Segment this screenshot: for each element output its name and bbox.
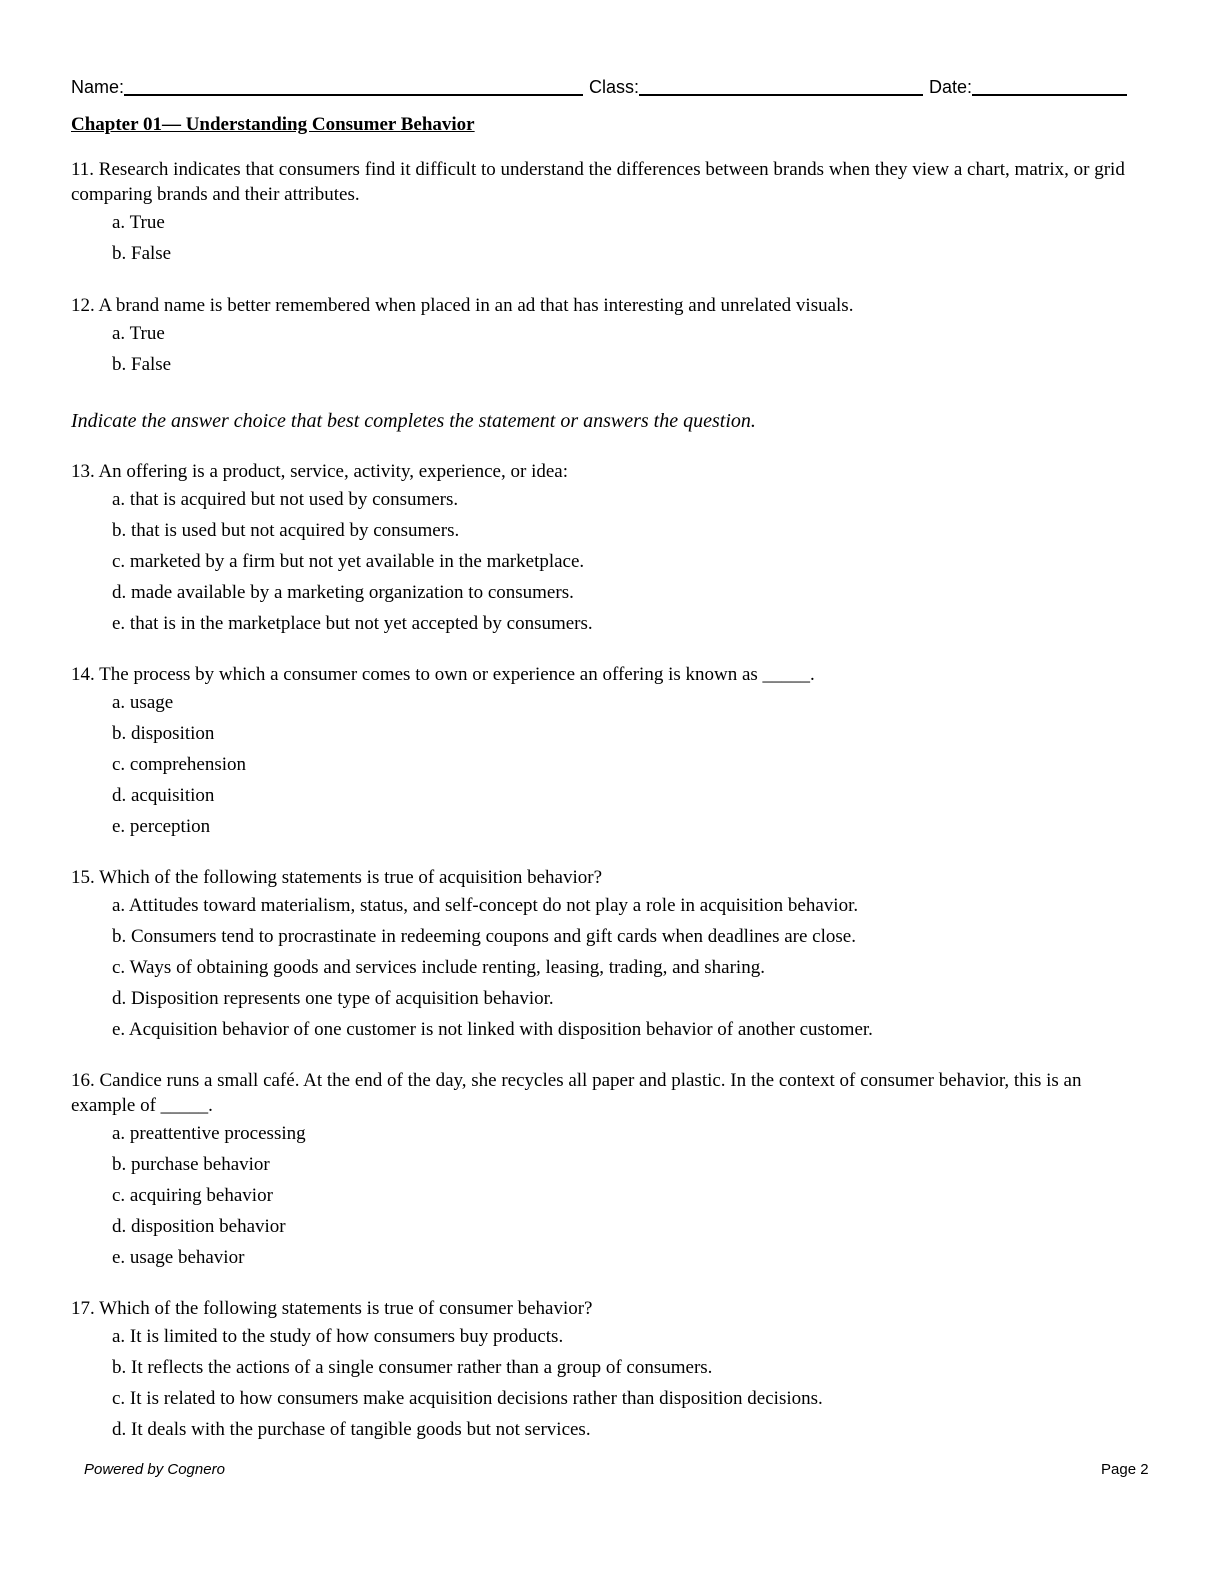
date-field-line xyxy=(972,74,1127,96)
answer-choice: e. that is in the marketplace but not yet accepted by consumers. xyxy=(112,613,593,634)
powered-by-footer: Powered by Cognero xyxy=(84,1461,225,1478)
question-16 xyxy=(71,1068,1131,1273)
answer-choice: b. that is used but not acquired by consumers. xyxy=(112,520,460,541)
answer-choice: d. It deals with the purchase of tangible goods but not services. xyxy=(112,1419,591,1440)
answer-choice: d. disposition behavior xyxy=(112,1216,286,1237)
question-12 xyxy=(71,293,1131,380)
question-11 xyxy=(71,157,1131,269)
chapter-title: Chapter 01— Understanding Consumer Behavior xyxy=(71,114,475,135)
class-field-line xyxy=(639,74,923,96)
question-stem: 11. Research indicates that consumers find it difficult to understand the differences between brands when they view a chart, matrix, or grid comparing brands and their attributes. xyxy=(71,159,1125,205)
question-17 xyxy=(71,1296,1131,1445)
question-stem: 16. Candice runs a small café. At the end of the day, she recycles all paper and plastic. In the context of consumer behavior, this is an example of _____. xyxy=(71,1070,1082,1116)
answer-choice: c. acquiring behavior xyxy=(112,1185,273,1206)
question-13 xyxy=(71,459,1131,639)
name-field-line xyxy=(124,74,583,96)
answer-choice: b. It reflects the actions of a single consumer rather than a group of consumers. xyxy=(112,1357,713,1378)
question-stem: 17. Which of the following statements is true of consumer behavior? xyxy=(71,1298,593,1319)
answer-choice: e. perception xyxy=(112,816,211,837)
student-info-header xyxy=(71,72,1143,98)
date-label: Date: xyxy=(929,77,973,97)
question-15 xyxy=(71,865,1131,1045)
answer-choice: c. comprehension xyxy=(112,754,247,775)
answer-choice: a. that is acquired but not used by consumers. xyxy=(112,489,459,510)
answer-choice: c. It is related to how consumers make acquisition decisions rather than disposition decisions. xyxy=(112,1388,823,1409)
answer-choice: b. False xyxy=(112,354,172,375)
question-list xyxy=(71,157,1131,1445)
answer-choice: c. marketed by a firm but not yet available in the marketplace. xyxy=(112,551,585,572)
question-stem: 15. Which of the following statements is true of acquisition behavior? xyxy=(71,867,602,888)
answer-choice: a. preattentive processing xyxy=(112,1123,306,1144)
answer-choice: a. It is limited to the study of how consumers buy products. xyxy=(112,1326,564,1347)
answer-choice: b. Consumers tend to procrastinate in redeeming coupons and gift cards when deadlines are close. xyxy=(112,926,856,947)
answer-choice: a. True xyxy=(112,323,165,344)
answer-choice: c. Ways of obtaining goods and services include renting, leasing, trading, and sharing. xyxy=(112,957,765,978)
question-stem: 14. The process by which a consumer comes to own or experience an offering is known as _____. xyxy=(71,664,815,685)
question-stem: 13. An offering is a product, service, activity, experience, or idea: xyxy=(71,461,568,482)
question-stem: 12. A brand name is better remembered when placed in an ad that has interesting and unrelated visuals. xyxy=(71,295,854,316)
answer-choice: e. Acquisition behavior of one customer is not linked with disposition behavior of another customer. xyxy=(112,1019,873,1040)
answer-choice: b. disposition xyxy=(112,723,215,744)
answer-choice: d. made available by a marketing organization to consumers. xyxy=(112,582,574,603)
name-label: Name: xyxy=(71,77,125,97)
answer-choice: a. Attitudes toward materialism, status, and self-concept do not play a role in acquisition behavior. xyxy=(112,895,859,916)
answer-choice: d. Disposition represents one type of acquisition behavior. xyxy=(112,988,554,1009)
question-14 xyxy=(71,662,1131,842)
answer-choice: e. usage behavior xyxy=(112,1247,245,1268)
answer-choice: d. acquisition xyxy=(112,785,215,806)
answer-choice: b. purchase behavior xyxy=(112,1154,270,1175)
page-number: Page 2 xyxy=(1101,1461,1149,1478)
class-label: Class: xyxy=(589,77,640,97)
answer-choice: b. False xyxy=(112,243,172,264)
answer-choice: a. usage xyxy=(112,692,174,713)
section-instruction: Indicate the answer choice that best completes the statement or answers the question. xyxy=(71,410,756,432)
answer-choice: a. True xyxy=(112,212,165,233)
